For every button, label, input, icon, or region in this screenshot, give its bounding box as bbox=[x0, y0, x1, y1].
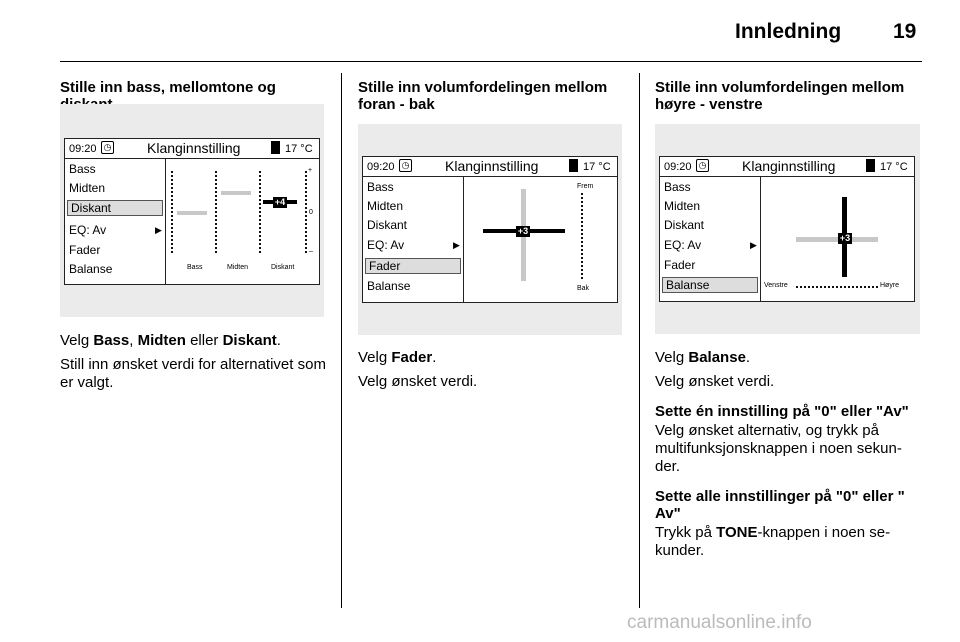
screen-time: 09:20 bbox=[69, 143, 97, 155]
column-2-text bbox=[358, 349, 623, 391]
screen-topbar bbox=[65, 139, 319, 159]
screen-topbar bbox=[363, 157, 617, 177]
instruction-select: Velg Balanse. bbox=[655, 349, 751, 366]
figure-balance bbox=[655, 124, 920, 334]
column-3-text bbox=[655, 349, 923, 560]
balance-label-venstre: Venstre bbox=[764, 282, 788, 289]
instruction-select: Velg Fader. bbox=[358, 349, 437, 366]
clock-icon: ◷ bbox=[101, 141, 114, 154]
column-divider-2 bbox=[639, 73, 640, 608]
menu-item-eq[interactable]: EQ: Av bbox=[664, 238, 702, 252]
menu-item-fader[interactable]: Fader bbox=[69, 243, 101, 257]
instruction-select: Velg Bass, Midten eller Diskant. bbox=[60, 332, 281, 349]
menu-item-bass[interactable]: Bass bbox=[664, 180, 691, 194]
instruction-set-value: Velg ønsket verdi. bbox=[655, 373, 775, 390]
scale-zero: 0 bbox=[309, 209, 313, 216]
menu-item-balanse[interactable]: Balanse bbox=[69, 262, 113, 276]
subsection-heading: Sette alle innstillinger på "0" eller " Av" bbox=[655, 488, 905, 522]
screen-topbar bbox=[660, 157, 914, 177]
balance-scale bbox=[796, 286, 878, 288]
menu-item-bass[interactable]: Bass bbox=[69, 162, 96, 176]
menu-item-fader[interactable]: Fader bbox=[664, 258, 696, 272]
screen-title: Klanginnstilling bbox=[445, 158, 539, 174]
chevron-right-icon: ▶ bbox=[155, 225, 162, 235]
clock-icon: ◷ bbox=[696, 159, 709, 172]
menu-item-midten[interactable]: Midten bbox=[69, 181, 106, 195]
eq-label-diskant: Diskant bbox=[271, 264, 295, 271]
section-heading: Stille inn volumfordelingen mellom høyre - venstre bbox=[655, 79, 905, 113]
screen-time: 09:20 bbox=[367, 161, 395, 173]
page-number: 19 bbox=[893, 20, 917, 43]
display-screen bbox=[362, 156, 618, 303]
fader-value-knob: +3 bbox=[517, 226, 529, 236]
figure-tone-eq bbox=[60, 104, 324, 317]
screen-title: Klanginnstilling bbox=[147, 140, 241, 156]
screen-time: 09:20 bbox=[664, 161, 692, 173]
menu-item-diskant[interactable]: Diskant bbox=[664, 218, 705, 232]
footer-watermark: carmanualsonline.info bbox=[627, 612, 812, 633]
menu-item-balanse[interactable]: Balanse bbox=[662, 277, 758, 293]
eq-value-knob: +4 bbox=[274, 197, 286, 207]
eq-bar-bass bbox=[177, 211, 207, 215]
fader-scale bbox=[581, 193, 585, 279]
figure-fader bbox=[358, 124, 622, 335]
display-screen bbox=[659, 156, 915, 302]
header-rule bbox=[60, 61, 922, 62]
scale-minus: – bbox=[309, 248, 313, 255]
column-2 bbox=[358, 79, 623, 113]
screen-temp: 17 °C bbox=[285, 143, 313, 155]
eq-label-midten: Midten bbox=[227, 264, 249, 271]
thermometer-icon bbox=[271, 141, 280, 154]
eq-bar-midten bbox=[221, 191, 251, 195]
eq-label-bass: Bass bbox=[187, 264, 203, 271]
balance-label-hoyre: Høyre bbox=[880, 282, 900, 289]
menu-item-eq[interactable]: EQ: Av bbox=[69, 223, 107, 237]
section-heading: Stille inn bass, mellomtone og bbox=[60, 79, 276, 96]
display-screen bbox=[64, 138, 320, 285]
column-1-text bbox=[60, 332, 332, 392]
eq-track-midten bbox=[215, 171, 219, 253]
menu-item-balanse[interactable]: Balanse bbox=[367, 279, 411, 293]
eq-track-diskant bbox=[259, 171, 263, 253]
screen-menu bbox=[363, 177, 464, 302]
screen-menu bbox=[660, 177, 761, 301]
fader-label-frem: Frem bbox=[577, 183, 594, 190]
balance-horizontal-track bbox=[796, 237, 878, 242]
chevron-right-icon: ▶ bbox=[453, 240, 460, 250]
instruction-set-value: Still inn ønsket verdi for alternativet som er valgt. bbox=[60, 356, 326, 391]
scale-plus: + bbox=[308, 167, 313, 174]
menu-item-eq[interactable]: EQ: Av bbox=[367, 238, 405, 252]
screen-menu bbox=[65, 159, 166, 284]
instruction-reset-one: Velg ønsket alternativ, og trykk på multifunksjonsknappen i noen sekun-der. bbox=[655, 422, 902, 475]
menu-item-midten[interactable]: Midten bbox=[664, 199, 701, 213]
menu-item-midten[interactable]: Midten bbox=[367, 199, 404, 213]
page-header-title: Innledning bbox=[735, 20, 842, 43]
fader-label-bak: Bak bbox=[577, 285, 590, 292]
eq-track-bass bbox=[171, 171, 175, 253]
chevron-right-icon: ▶ bbox=[750, 240, 757, 250]
section-heading: Stille inn volumfordelingen mellom foran - bak bbox=[358, 79, 608, 113]
thermometer-icon bbox=[866, 159, 875, 172]
menu-item-bass[interactable]: Bass bbox=[367, 180, 394, 194]
balance-value-knob: +3 bbox=[839, 233, 851, 243]
column-3 bbox=[655, 79, 921, 113]
screen-temp: 17 °C bbox=[583, 161, 611, 173]
clock-icon: ◷ bbox=[399, 159, 412, 172]
instruction-reset-all: Trykk på TONE-knappen i noen se-kunder. bbox=[655, 524, 891, 559]
instruction-set-value: Velg ønsket verdi. bbox=[358, 373, 478, 390]
menu-item-diskant[interactable]: Diskant bbox=[67, 200, 163, 216]
subsection-heading: Sette én innstilling på "0" eller "Av" bbox=[655, 403, 909, 420]
menu-item-diskant[interactable]: Diskant bbox=[367, 218, 408, 232]
thermometer-icon bbox=[569, 159, 578, 172]
menu-item-fader[interactable]: Fader bbox=[365, 258, 461, 274]
column-divider-1 bbox=[341, 73, 342, 608]
screen-title: Klanginnstilling bbox=[742, 158, 836, 174]
screen-temp: 17 °C bbox=[880, 161, 908, 173]
